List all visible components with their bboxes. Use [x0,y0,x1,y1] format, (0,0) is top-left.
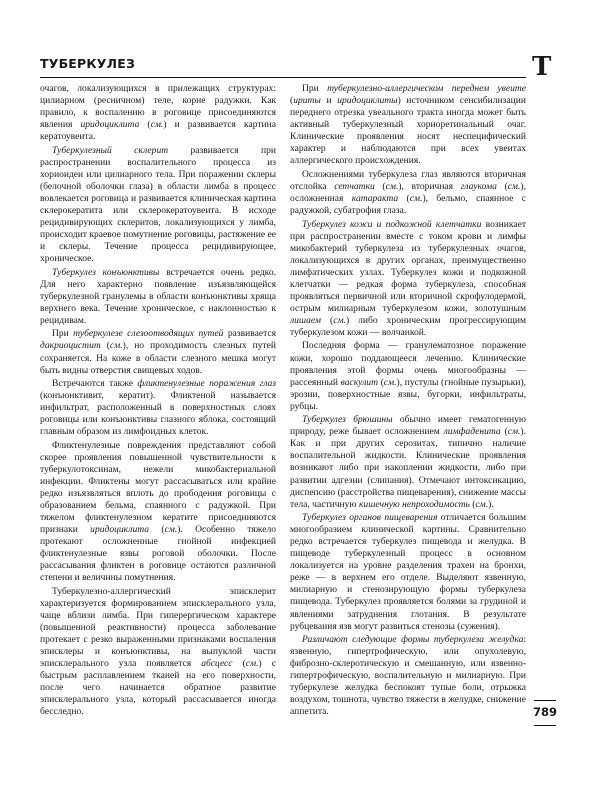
text-run: обычно имеет гематогенную природу, реже бывает осложнением [290,414,526,438]
text-run: ) источником сенсибилизации переднего отрезка увеального тракта иногда может быть активный туберкулезный хориоретинальный очаг. Клинические проявления носят неспецифический характер и наблюдаются при всех увеитах аллергического происхождения. [290,95,526,167]
text-run: ( [232,658,246,670]
text-run: ( [500,426,508,438]
text-run: ( [496,180,508,192]
text-run: Осложнениями туберкулеза глаз являются вторичная отслойка [290,168,526,192]
running-header-title: ТУБЕРКУЛЕЗ [40,56,136,71]
text-run: : язвенную, гипертрофическую, или опухолевую, фиброзно-склеротическую и смешанную, или язвенно-гипертрофическую, воспалительную и милиарную. При туберкулезе желудка беспокоят тупые боли, отрыжка воздухом, тошнота, чувство тяжести в желудке, снижение аппетита. [290,634,526,718]
italic-term: см. [333,314,346,326]
paragraph [40,267,276,327]
paragraph [290,219,526,339]
paragraph [40,440,276,585]
italic-term: иридоциклиты [337,95,398,107]
italic-term: иридоциклита [90,524,150,536]
text-run: Фликтенулезные повреждения представляют собой скорее проявления повышенной чувствительности к туберкулотоксинам, нежели микобактериальной инфекции. Фликтены могут рассасываться или крайне редко изъязвляться вплоть до прободения роговицы с образованием бельма, спаянного с радужкой. При тяжелом фликтенулезном кератите присоединяются признаки [40,439,276,536]
paragraph [40,83,276,143]
text-run: При [52,328,74,340]
text-run: При [302,83,328,94]
paragraph [40,328,276,376]
section-letter-mark: Т [532,52,552,82]
text-run: отличается большим многообразием клинической картины. Сравнительно редко встречается туберкулез пищевода и желудка. В пищеводе туберкулезный процесс в основном локализуется на уровне разделения трахеи на бронхи, реже — в верхнем его отделе. Выделяют язвенную, милиарную и стенозирующую формы туберкулеза пищевода. Туберкулез проявляется болями за грудиной и явлениями затруднения глотания. В результате рубцевания язв могут развиться стенозы (сужения). [290,512,526,632]
italic-term: сетчатки [334,180,375,192]
page-number-block [530,700,560,726]
italic-term: лимфаденита [443,426,501,438]
paragraph [40,145,276,265]
text-run: ) с быстрым расплавлением тканей на его поверхности, после чего начинается обратное развитие эписклерального узла, который рассасывается иногда бесследно. [40,658,276,718]
text-run: ), пустулы (гнойные пузырьки), эрозии, поверхностные язвы, бугорки, инфильтраты, рубцы. [290,376,527,412]
italic-term: см. [245,658,259,670]
italic-term: см. [507,426,521,438]
text-run: ( [139,119,151,131]
italic-term: фликтенулезные поражения глаз [137,378,276,390]
italic-term: Туберкулез брюшины [302,414,393,426]
italic-term: васкулит [340,376,378,388]
italic-term: ириты [293,95,321,107]
text-run: развивается [223,328,276,340]
paragraph [40,378,276,438]
text-run: и [320,95,338,107]
text-run: развивается при распространении воспалительного процесса из хориоидеи или цилиарного тела. При поражении склеры (белочной оболочки глаза) в области лимба в процесс вовлекается роговица и развивается клиническая картина склерокератита или склерокератоувеита. В исходе рецидивирующих склеритов, локализующихся у лимба, происходит краевое помутнение роговицы, растяжение ее и склеры. Течение процесса рецидивирующее, хроническое. [40,144,276,265]
italic-term: катаракта [351,192,399,204]
left-column [40,83,276,718]
text-run: ( [377,376,384,388]
text-run: очагов, локализующихся в прилежащих структурах: цилиарном (ресничном) теле, корне радужки. Как правило, к воспалению в роговице присоединяются явления [40,83,276,131]
italic-term: дакриоцистит [40,340,101,352]
italic-term: см. [475,498,489,510]
text-run: ). Особенно тяжело протекают осложненные гнойной инфекцией фликтенулезные язвы роговой оболочки. После рассасывания фликтен в роговице остаются различной степени и величины помутнения. [40,524,276,584]
paragraph [290,83,526,167]
text-run: ) и развивается картина кератоувеита. [40,119,276,143]
text-run: возникает при распространении вместе с током крови и лимфы микобактерий туберкулеза из туберкулезных очагов, локализующихся в других органах, преимущественно лимфатических узлах. Туберкулез кожи и подкожной клетчатки — редкая форма туберкулеза, способная проявляться первичной или вторичной скрофулодермой, острым милиарным туберкулезом кожи, золотушным [290,218,526,314]
text-run: ( [374,180,386,192]
text-run: ). Как и при других серозитах, типично наличие воспалительной жидкости. Клинические проявления возникают либо при накоплении жидкости, либо при развитии адгезии (слипания). Отмечают интоксикацию, диспепсию (расстройства пищеварения), снижение массы тела, частичную [290,426,526,510]
text-run: ), осложненная [290,180,526,204]
italic-term: см. [383,376,397,388]
paragraph [290,512,526,632]
text-run: ( [100,340,110,352]
text-run: встречается очень редко. Для него характерно появление изъязвляющейся туберкулезной гранулемы в области конъюнктивы хряща верхнего века. Течение хроническое, с наклонностью к рецидивам. [40,266,276,326]
right-column [290,83,526,718]
italic-term: см. [409,192,423,204]
header-rule [40,77,526,78]
paragraph [40,586,276,719]
text-run: Встречаются также [52,378,138,390]
italic-term: см. [109,340,123,352]
paragraph [290,340,526,412]
text-run: ). [488,498,494,510]
italic-term: Туберкулезный склерит [52,144,169,156]
italic-term: кишечную непроходимость [358,498,470,510]
italic-term: см. [507,180,521,192]
text-run: ( [398,192,410,204]
italic-term: Туберкулез органов пищеварения [302,512,438,524]
italic-term: иридоциклита [80,119,140,131]
italic-term: см. [150,119,164,131]
text-run: ), вторичная [398,180,461,192]
text-run: ( [321,314,334,326]
paragraph [290,414,526,510]
page-number-rule-bottom [534,725,556,726]
text-run: ( [290,95,294,107]
page-number: 789 [532,705,557,719]
text-run: ) либо хроническим прогрессирующим туберкулезом кожи — волчанкой. [290,314,526,338]
text-run: ( [469,498,476,510]
italic-term: туберкулезно-аллергическом переднем увеите [327,83,527,94]
italic-term: см. [385,180,399,192]
paragraph [290,634,526,718]
italic-term: глаукома [460,180,497,192]
text-run: Туберкулезно-аллергический эписклерит характеризуется формированием эписклерального узла, чаще вблизи лимба. При гиперергическом характере (повышенной реактивности) процесса заболевание протекает с резко выраженными признаками воспаления эписклеры и конъюнктивы, на выпуклой части эписклерального узла появляется [40,585,276,670]
text-run: ), но проходимость слезных путей сохраняется. На коже в области слезного мешка могут быть видны отверстия свищевых ходов. [40,340,276,376]
text-run: ), бельмо, спаянное с радужкой, субатрофия глаза. [290,192,526,216]
italic-term: абсцесс [201,658,233,670]
text-run: ( [149,524,165,536]
text-run: Последняя форма — гранулематозное поражение кожи, хорошо поддающееся лечению. Клинические проявления этой формы очень многообразны — рассеянный [290,340,526,388]
italic-term: туберкулезе слезоотводящих путей [73,328,224,340]
italic-term: Туберкулез кожи и подкожной клетчатки [302,218,482,230]
italic-term: лишаем [290,314,322,326]
paragraph [290,169,526,217]
text-run: (конъюнктивит, кератит). Фликтеной называется инфильтрат, расположенный в поверхностных слоях роговицы или конъюнктивы глазного яблока, состоящий главным образом из лимфоидных клеток. [40,390,276,438]
italic-term: см. [164,524,178,536]
italic-term: Туберкулез конъюнктивы [52,266,160,278]
italic-term: Различают следующие формы туберкулеза желудка [302,634,524,646]
